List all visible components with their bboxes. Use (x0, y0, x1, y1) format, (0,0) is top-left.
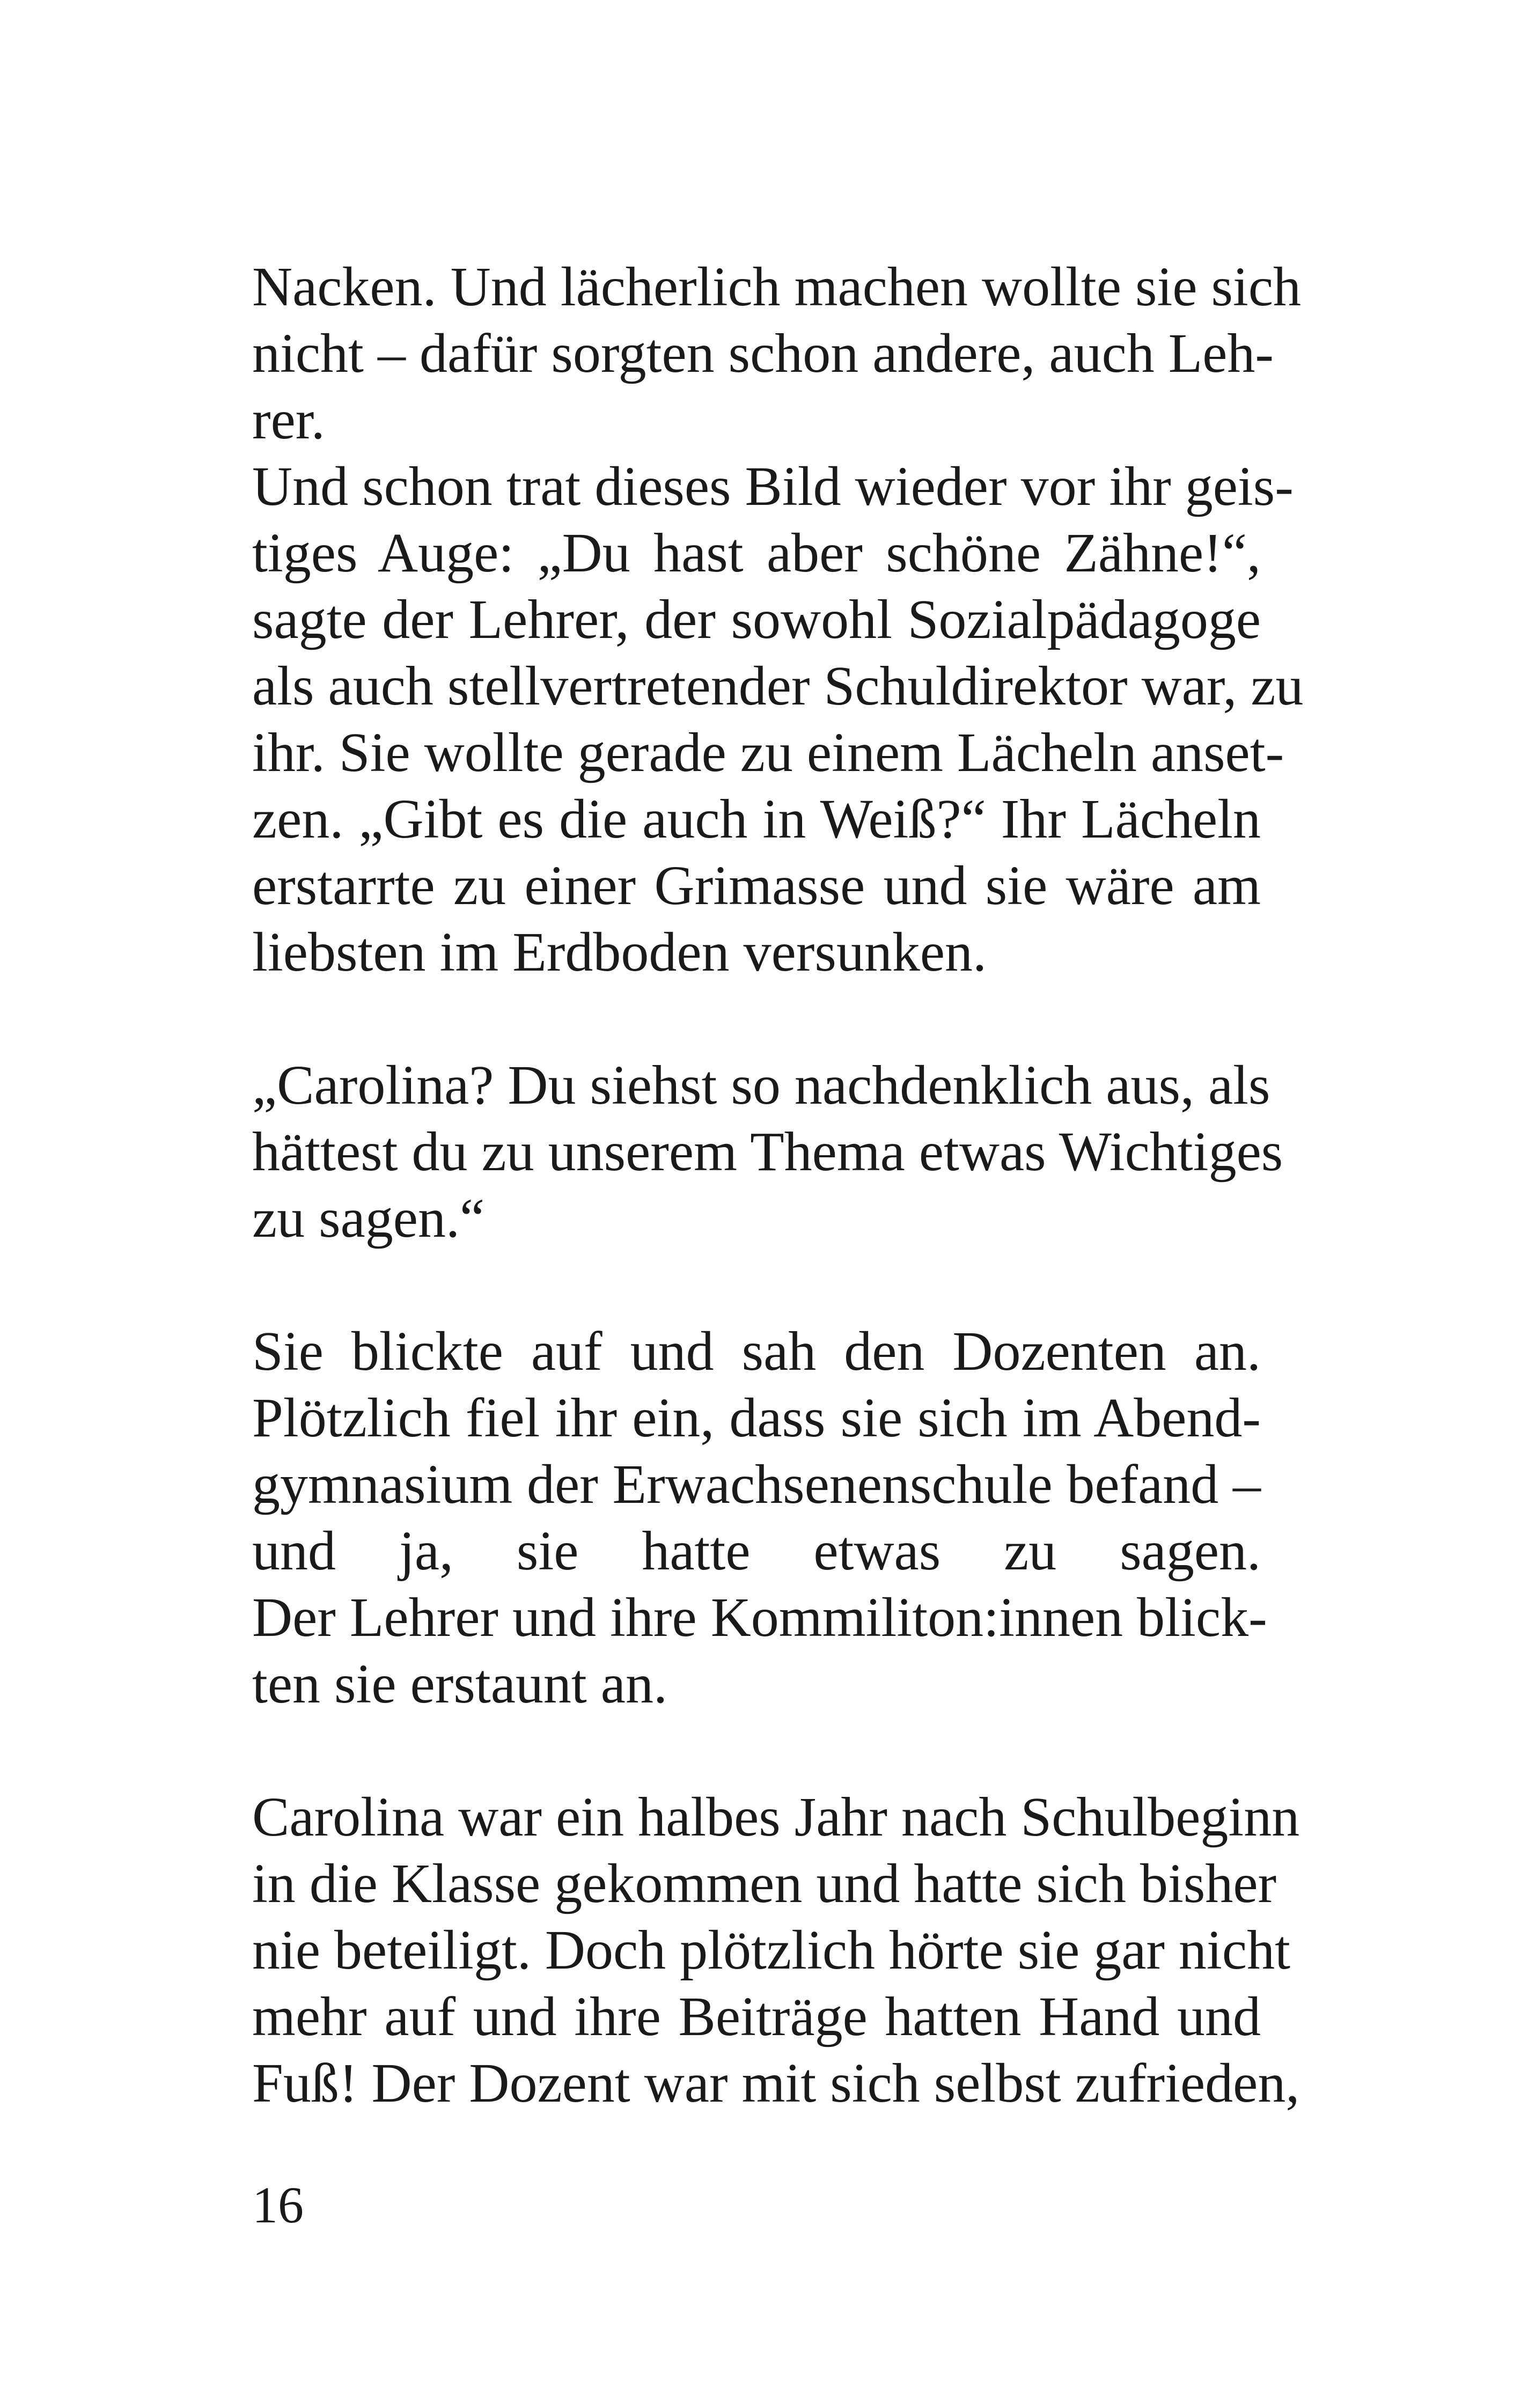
text-line: liebsten im Erdboden versunken. (252, 921, 987, 983)
text-line: Fuß! Der Dozent war mit sich selbst zufrieden, (252, 2052, 1300, 2114)
text-line: mehr auf und ihre Beiträge hatten Hand und (252, 1986, 1261, 2047)
page-number: 16 (252, 2176, 304, 2234)
text-line: erstarrte zu einer Grimasse und sie wäre am (252, 855, 1261, 916)
text-line: rer. (252, 389, 325, 451)
paragraph-4 (252, 1318, 1267, 1717)
text-line: in die Klasse gekommen und hatte sich bisher (252, 1853, 1277, 1914)
text-line: hättest du zu unserem Thema etwas Wichtiges (252, 1121, 1283, 1183)
text-line: Plötzlich fiel ihr ein, dass sie sich im Abend- (252, 1387, 1261, 1449)
text-line: gymnasium der Erwachsenenschule befand – (252, 1453, 1261, 1515)
paragraph-1 (252, 254, 1302, 453)
text-line: Carolina war ein halbes Jahr nach Schulbeginn (252, 1786, 1300, 1848)
text-line: tiges Auge: „Du hast aber schöne Zähne!“, (252, 522, 1261, 584)
text-line: zen. „Gibt es die auch in Weiß?“ Ihr Lächeln (252, 788, 1261, 850)
text-line: „Carolina? Du siehst so nachdenklich aus, als (252, 1054, 1270, 1116)
paragraph-3 (252, 1052, 1283, 1252)
paragraph-gap (252, 1717, 1261, 1784)
text-line: Sie blickte auf und sah den Dozenten an. (252, 1320, 1261, 1382)
paragraph-gap (252, 1252, 1261, 1318)
text-line: und ja, sie hatte etwas zu sagen. (252, 1520, 1261, 1582)
text-line: Und schon trat dieses Bild wieder vor ihr geis- (252, 456, 1294, 517)
body-text (252, 254, 1304, 2117)
text-line: ten sie erstaunt an. (252, 1653, 667, 1715)
text-line: ihr. Sie wollte gerade zu einem Lächeln anset- (252, 722, 1284, 783)
paragraph-2 (252, 453, 1304, 986)
text-line: nie beteiligt. Doch plötzlich hörte sie gar nicht (252, 1919, 1290, 1981)
paragraph-gap (252, 986, 1261, 1052)
text-line: als auch stellvertretender Schuldirektor war, zu (252, 655, 1304, 717)
text-line: sagte der Lehrer, der sowohl Sozialpädagoge (252, 589, 1261, 650)
text-line: zu sagen.“ (252, 1187, 485, 1249)
text-line: Der Lehrer und ihre Kommiliton:innen blick- (252, 1587, 1267, 1648)
paragraph-5 (252, 1784, 1300, 2117)
text-line: nicht – dafür sorgten schon andere, auch Leh- (252, 322, 1274, 384)
text-line: Nacken. Und lächerlich machen wollte sie sich (252, 256, 1302, 318)
